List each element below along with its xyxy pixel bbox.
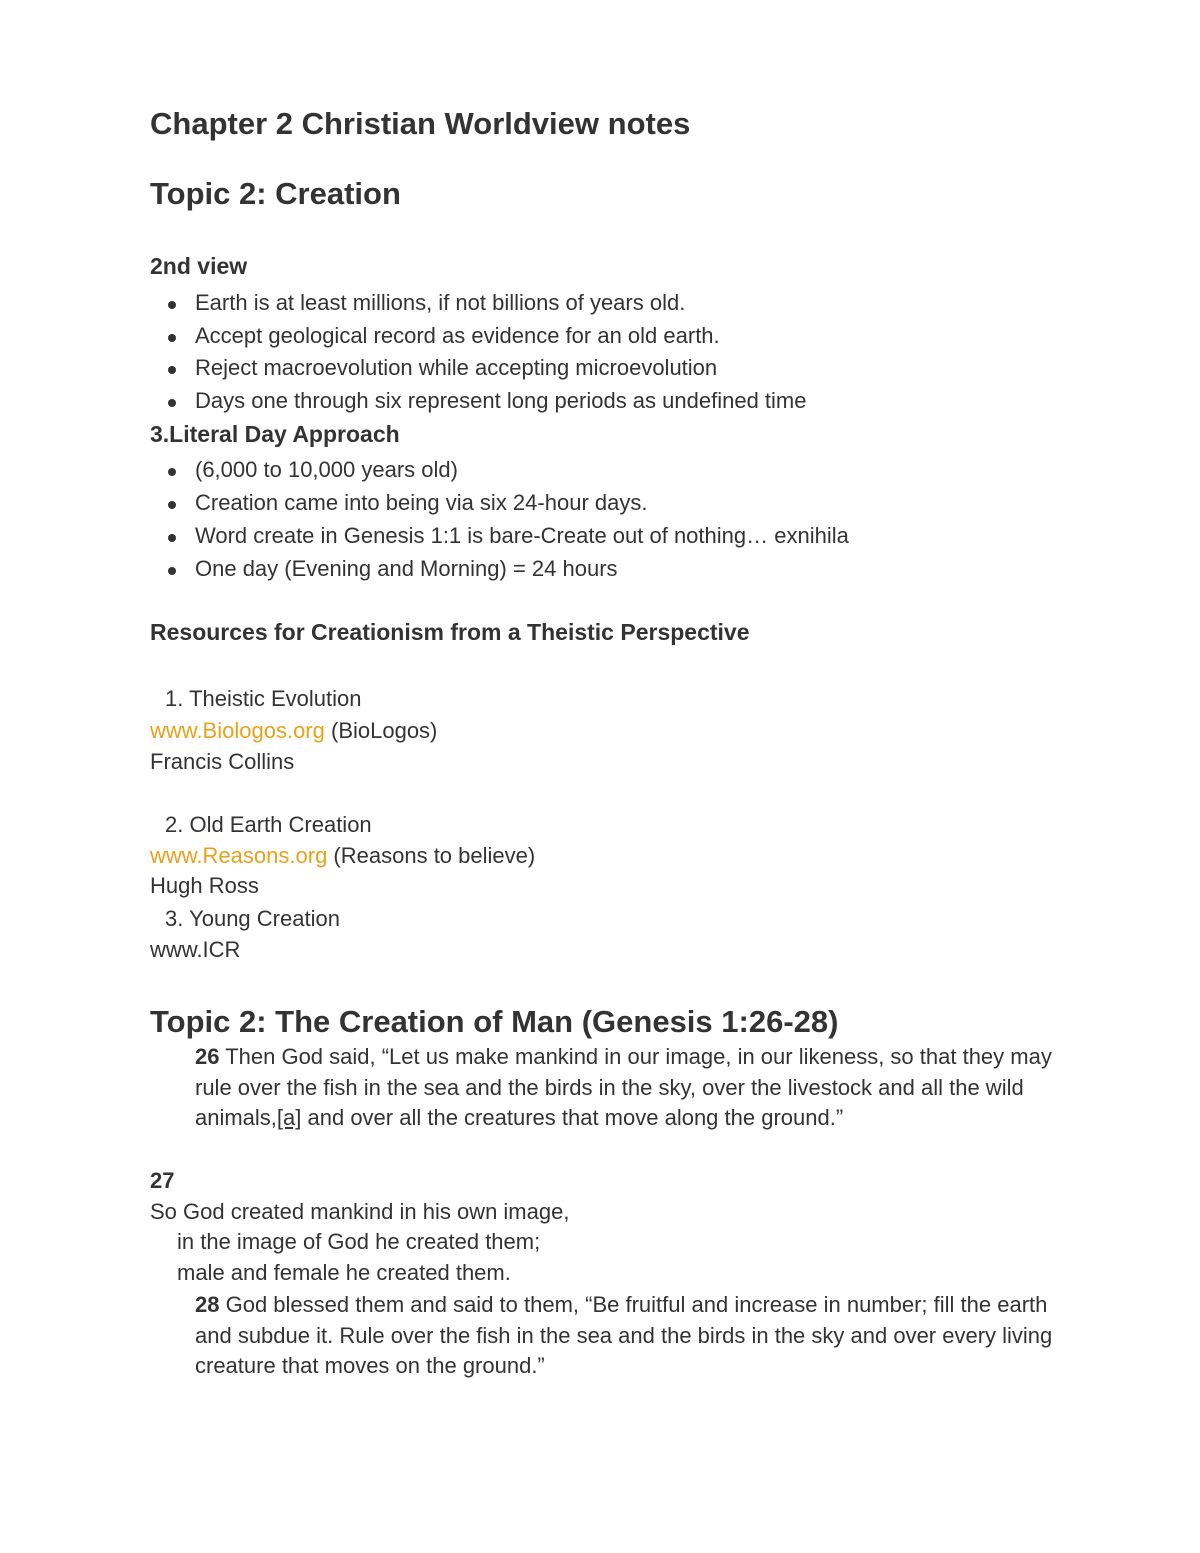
list-item: (6,000 to 10,000 years old) xyxy=(195,457,458,482)
resource-label-theistic: 1. Theistic Evolution xyxy=(165,686,362,711)
verse-text: and over all the creatures that move along the ground.” xyxy=(301,1105,844,1130)
verse-27-line: in the image of God he created them; xyxy=(177,1229,541,1254)
resource-icr-text: www.ICR xyxy=(150,937,241,962)
resources-heading: Resources for Creationism from a Theistic Perspective xyxy=(150,619,750,645)
list-item: Word create in Genesis 1:1 is bare-Create out of nothing… exnihila xyxy=(195,523,849,548)
reasons-link[interactable]: www.Reasons.org xyxy=(150,843,328,868)
verse-27-line: So God created mankind in his own image, xyxy=(150,1199,570,1224)
reasons-note: (Reasons to believe) xyxy=(327,843,536,868)
verse-28 xyxy=(195,1290,1055,1382)
resource-link-line xyxy=(150,843,535,869)
creation-of-man-heading: Topic 2: The Creation of Man (Genesis 1:26-28) xyxy=(150,1004,839,1039)
list-item: One day (Evening and Morning) = 24 hours xyxy=(195,556,618,581)
topic-creation-heading: Topic 2: Creation xyxy=(150,176,401,211)
list-item: Reject macroevolution while accepting microevolution xyxy=(195,355,718,380)
verse-text: Then God said, “Let us make mankind in our image, in our likeness, so that they may rule over the fish in the sea and the birds in the sky, over the livestock and all the wild animals, xyxy=(195,1044,1052,1130)
second-view-heading: 2nd view xyxy=(150,253,248,279)
list-item: Accept geological record as evidence for an old earth. xyxy=(195,323,720,348)
resource-label-old-earth: 2. Old Earth Creation xyxy=(165,812,372,837)
resource-link-line xyxy=(150,718,437,744)
resource-label-young: 3. Young Creation xyxy=(165,906,340,931)
footnote-link[interactable]: [a] xyxy=(276,1105,302,1130)
biologos-note: (BioLogos) xyxy=(324,718,438,743)
biologos-link[interactable]: www.Biologos.org xyxy=(150,718,325,743)
verse-number: 28 xyxy=(195,1292,220,1317)
verse-text: God blessed them and said to them, “Be fruitful and increase in number; fill the earth and subdue it. Rule over the fish in the sea and the birds in the sky and over every living creature that moves on the ground.” xyxy=(195,1292,1053,1378)
verse-27-line: male and female he created them. xyxy=(177,1260,511,1285)
resource-person: Francis Collins xyxy=(150,749,295,774)
list-item: Earth is at least millions, if not billions of years old. xyxy=(195,290,686,315)
resource-person: Hugh Ross xyxy=(150,873,259,898)
list-item: Days one through six represent long periods as undefined time xyxy=(195,388,807,413)
document-title: Chapter 2 Christian Worldview notes xyxy=(150,106,691,141)
verse-26 xyxy=(195,1042,1055,1134)
list-item: Creation came into being via six 24-hour days. xyxy=(195,490,648,515)
literal-day-heading: 3.Literal Day Approach xyxy=(150,421,400,447)
verse-number: 26 xyxy=(195,1044,220,1069)
verse-27-number: 27 xyxy=(150,1168,175,1193)
